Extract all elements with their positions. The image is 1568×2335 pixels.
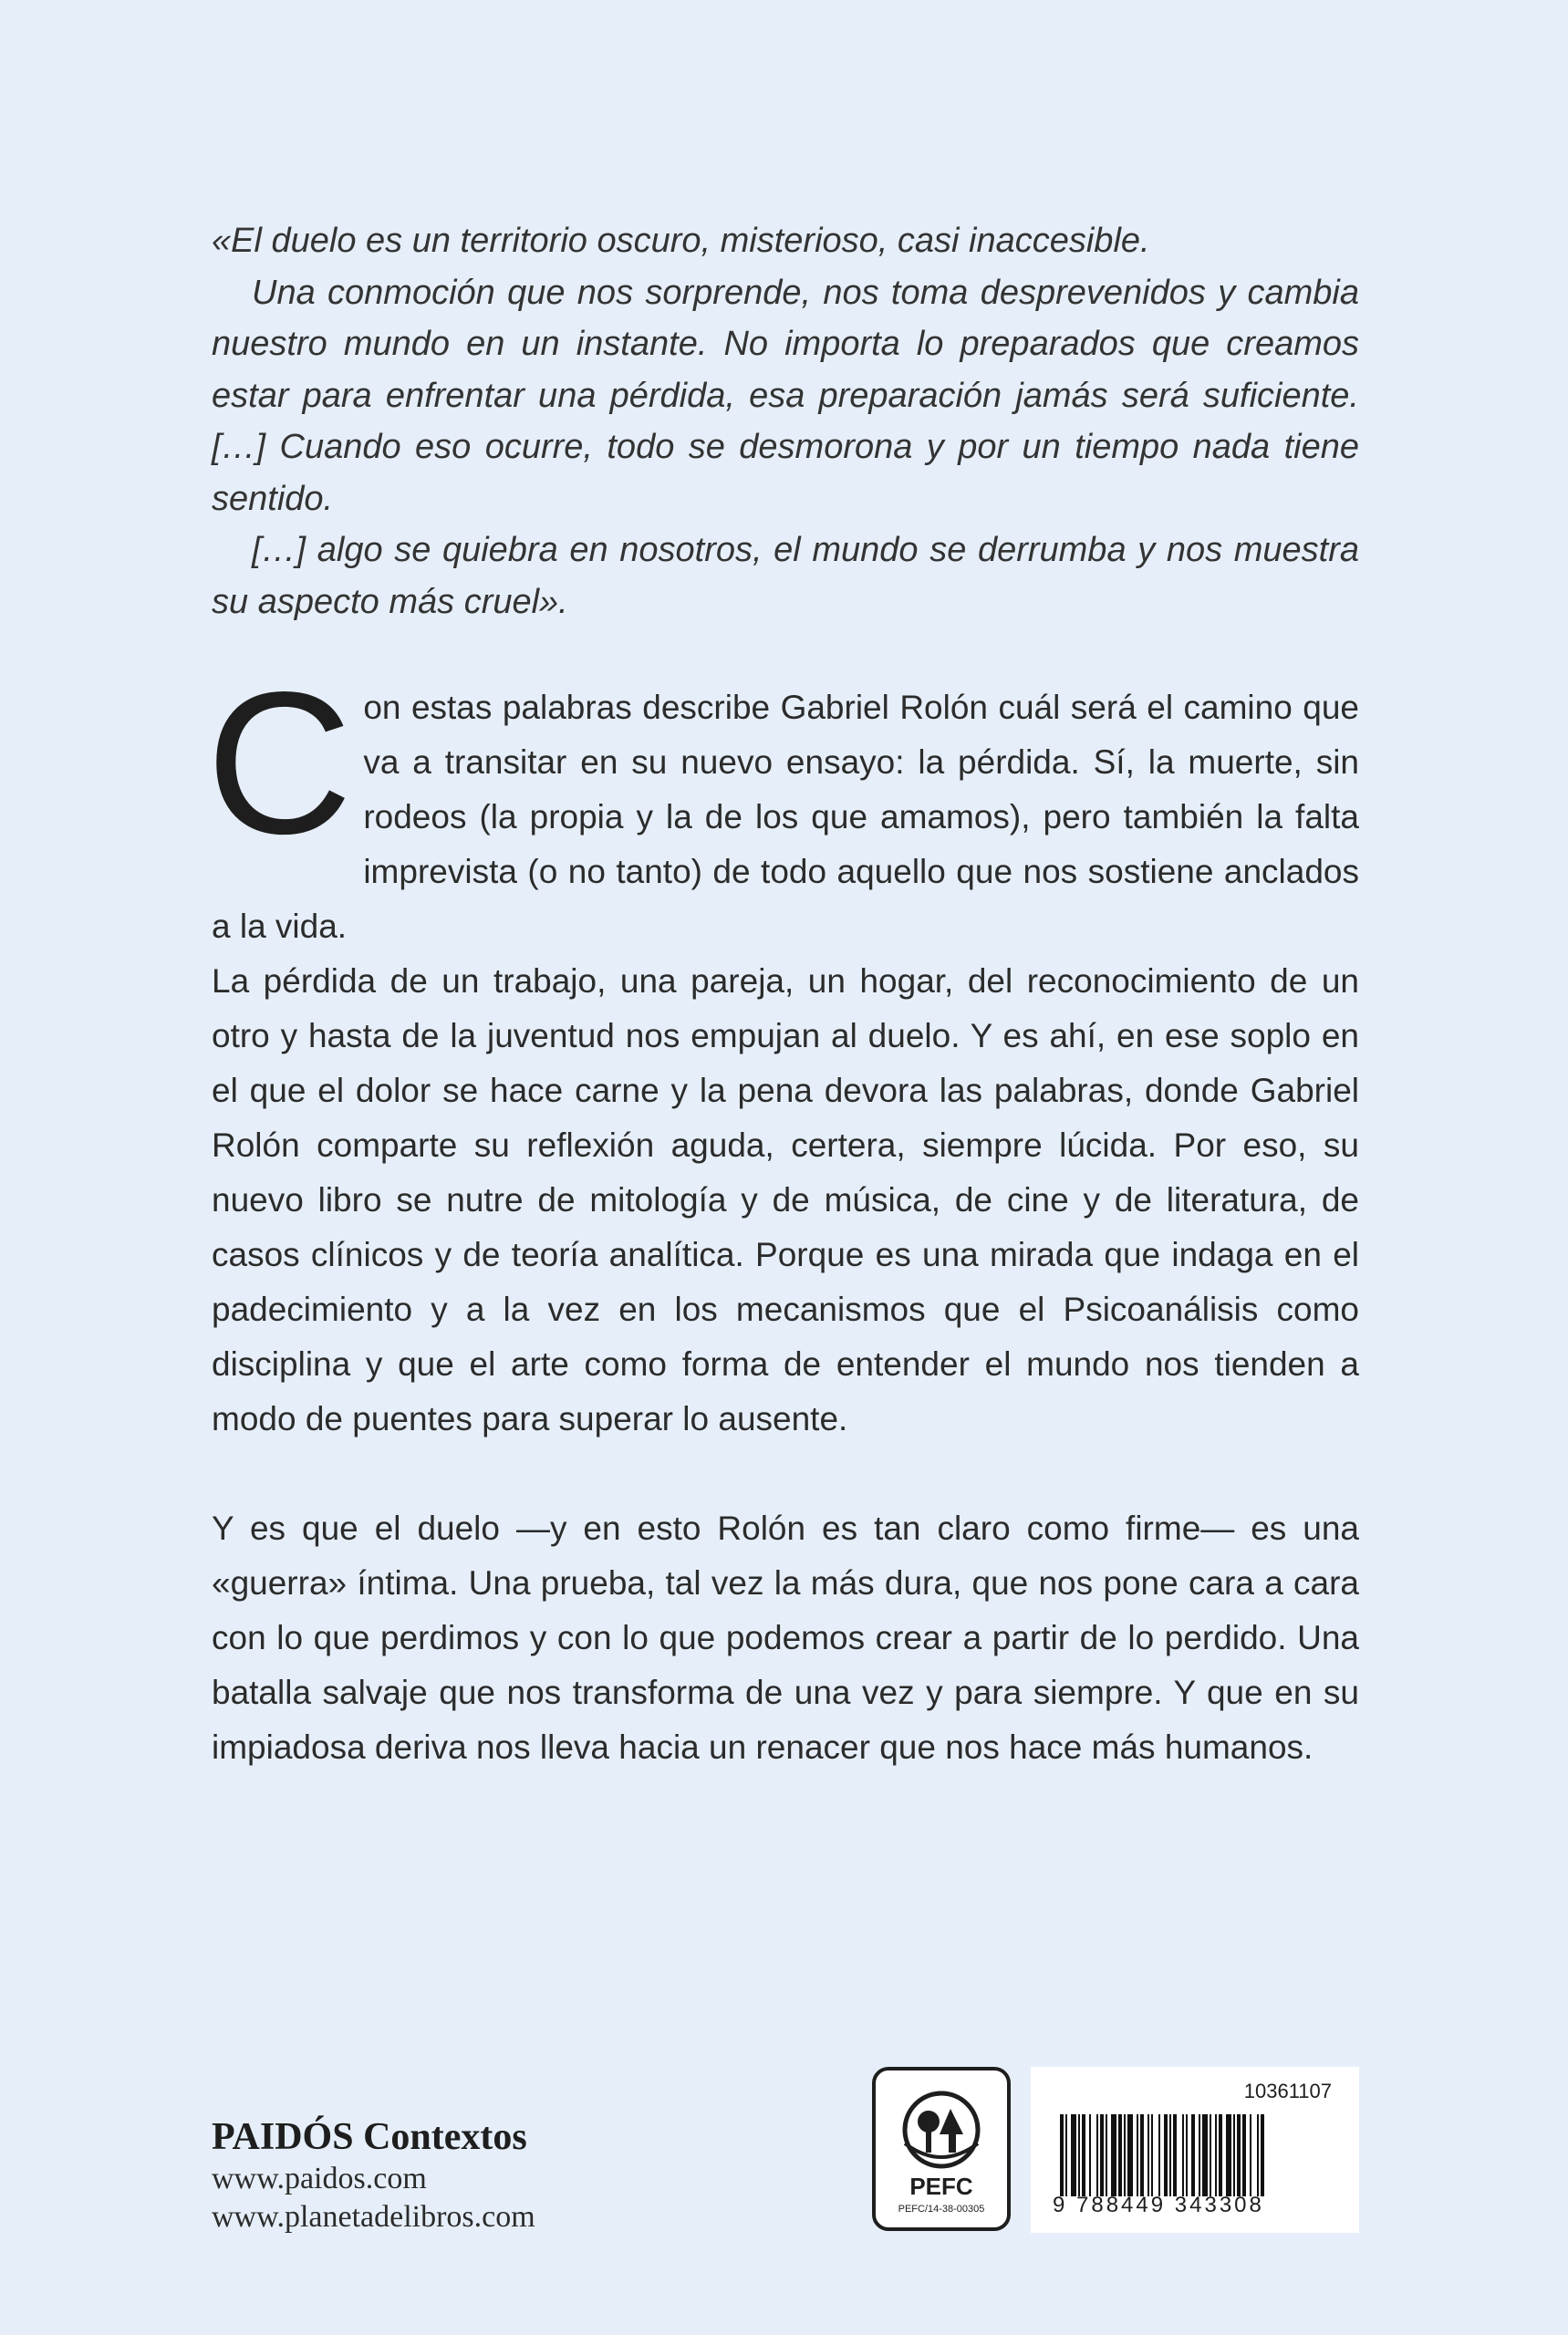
publisher-url-planeta: www.planetadelibros.com <box>212 2200 535 2234</box>
barcode-digits: 9 788449 343308 <box>1053 2193 1264 2217</box>
intro-paragraph <box>206 650 1359 954</box>
pefc-code: PEFC/14-38-00305 <box>898 2204 985 2215</box>
quote-line-1: «El duelo es un territorio oscuro, misterioso, casi inaccesible. <box>212 222 1150 260</box>
publisher-url-paidos: www.paidos.com <box>212 2162 427 2195</box>
description-paragraph-text: La pérdida de un trabajo, una pareja, un hogar, del reconocimiento de un otro y hasta de la juventud nos empujan al duelo. Y es ahí, en ese soplo en el que el dolor se hace carne y la pena devora las palabras, donde Gabriel Rolón comparte su reflexión aguda, certera, siempre lúcida. Por eso, su nuevo libro se nutre de mitología y de música, de cine y de literatura, de casos clínicos y de teoría analítica. Porque es una mirada que indaga en el padecimiento y a la vez en los mecanismos que el Psicoanálisis como disciplina y que el arte como forma de entender el mundo nos tienden a modo de puentes para superar lo ausente. <box>212 962 1359 1437</box>
isbn-barcode-box <box>1031 2067 1359 2233</box>
closing-paragraph-text: Y es que el duelo —y en esto Rolón es tan claro como firme— es una «guerra» íntima. Una prueba, tal vez la más dura, que nos pone cara a cara con lo que perdimos y con lo que podemos crear a partir de lo perdido. Una batalla salvaje que nos transforma de una vez y para siempre. Y que en su impiadosa deriva nos lleva hacia un renacer que nos hace más humanos. <box>212 1510 1359 1766</box>
drop-cap: C <box>206 650 353 877</box>
quote-paragraph-2: Una conmoción que nos sorprende, nos toma desprevenidos y cambia nuestro mundo en un instante. No importa lo preparados que creamos estar para enfrentar una pérdida, esa preparación jamás será suficiente. […] Cuando eso ocurre, todo se desmorona y por un tiempo nada tiene sentido. <box>212 273 1359 518</box>
barcode-id: 10361107 <box>1243 2080 1332 2102</box>
closing-paragraph <box>212 1501 1359 1775</box>
publisher-imprint <box>212 2114 535 2236</box>
description-paragraph <box>212 954 1359 1447</box>
pefc-label: PEFC <box>909 2173 973 2200</box>
pefc-tree-icon <box>896 2089 987 2171</box>
pefc-certification-badge <box>872 2067 1011 2231</box>
quote-paragraph-3: […] algo se quiebra en nosotros, el mundo se derrumba y nos muestra su aspecto más cruel». <box>212 531 1359 621</box>
intro-paragraph-text: on estas palabras describe Gabriel Rolón cuál será el camino que va a transitar en su nuevo ensayo: la pérdida. Sí, la muerte, sin rodeos (la propia y la de los que amamos), pero también la falta imprevista (o no tanto) de todo aquello que nos sostiene anclados a la vida. <box>212 689 1359 945</box>
epigraph-quote <box>212 215 1359 628</box>
barcode-icon <box>1060 2114 1334 2196</box>
publisher-brand: PAIDÓS Contextos <box>212 2116 527 2158</box>
